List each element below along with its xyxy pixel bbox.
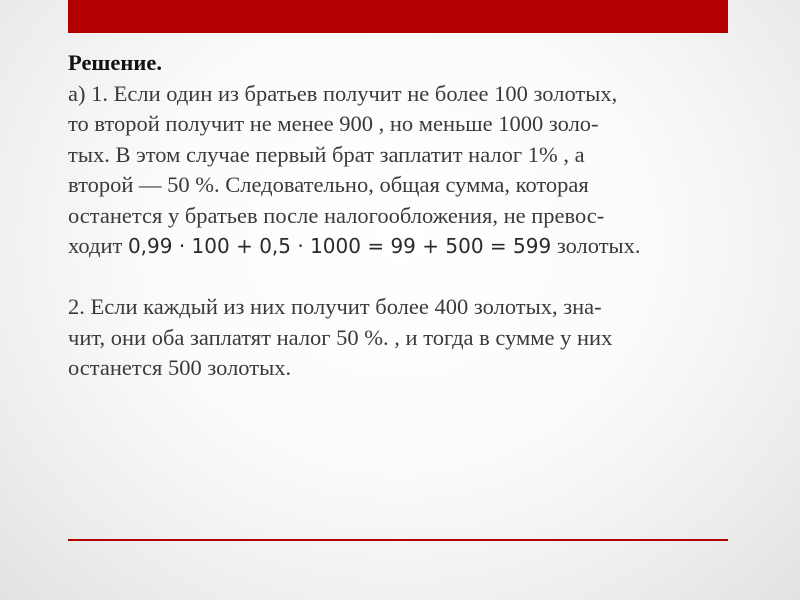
text-line: 2. Если каждый из них получит более 400 золотых, зна- — [68, 294, 602, 319]
bottom-accent-rule — [68, 539, 728, 541]
text-line: останется у братьев после налогообложения, не превос- — [68, 202, 605, 228]
text-line: останется 500 золотых. — [68, 355, 292, 380]
text-line: то второй получит не менее 900 , но меньше 1000 золо- — [68, 111, 599, 136]
formula-line — [68, 231, 728, 262]
formula-prefix: ходит — [68, 233, 128, 258]
text-line: чит, они оба заплатят налог 50 %. , и тогда в сумме у них — [68, 324, 613, 350]
formula: 0,99 · 100 + 0,5 · 1000 = 99 + 500 = 599 — [127, 234, 552, 258]
text-line: тых. В этом случае первый брат заплатит налог 1% , а — [68, 141, 585, 167]
paragraph-gap — [68, 262, 728, 293]
solution-heading: Решение. — [68, 50, 162, 75]
text-line: второй — 50 %. Следовательно, общая сумма, которая — [68, 172, 589, 197]
text-line: а) 1. Если один из братьев получит не более 100 золотых, — [68, 80, 618, 106]
solution-text — [68, 48, 728, 384]
formula-suffix: золотых. — [551, 233, 641, 258]
top-accent-bar — [68, 0, 728, 33]
